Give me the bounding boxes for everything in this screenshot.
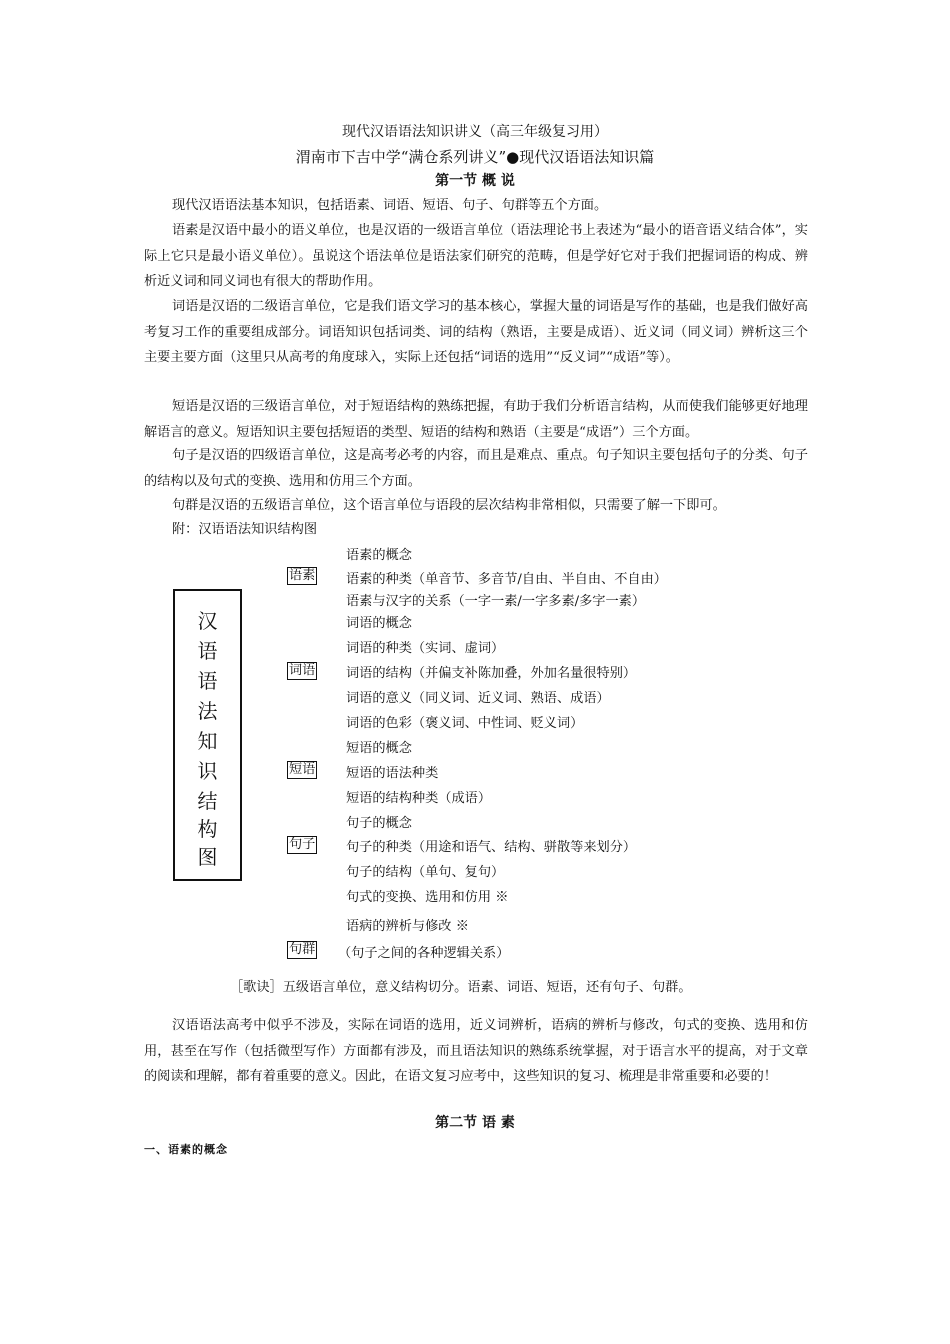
diagram-label-phrase: 短语 (289, 762, 316, 777)
diagram-root-box (173, 589, 242, 881)
diagram-item: 词语的种类（实词、虚词） (346, 641, 505, 656)
diagram-item: 短语的语法种类 (346, 766, 439, 781)
diagram-item: 词语的意义（同义词、近义词、熟语、成语） (346, 691, 610, 706)
section1-heading: 第一节 概 说 (435, 173, 515, 189)
diagram-root-char: 图 (197, 845, 218, 869)
paragraph-sentence: 句子是汉语的四级语言单位，这是高考必考的内容，而且是难点、重点。句子知识主要包括句子的分类、句子的结构以及句式的变换、选用和仿用三个方面。 (144, 448, 808, 489)
diagram-root-char: 识 (197, 759, 218, 783)
diagram-item: 短语的概念 (346, 741, 412, 756)
diagram-root-char: 构 (197, 817, 218, 841)
diagram-item: 句子的结构（单句、复句） (346, 865, 505, 880)
diagram-item: 词语的色彩（褒义词、中性词、贬义词） (346, 716, 584, 731)
paragraph-morpheme: 语素是汉语中最小的语义单位，也是汉语的一级语言单位（语法理论书上表述为“最小的语音语义结合体”，实际上它只是最小语义单位）。虽说这个语法单位是语法家们研究的范畴，但是学好它对于我们把握词语的构成、辨析近义词和同义词也有很大的帮助作用。 (144, 223, 808, 289)
diagram-root-char: 语 (197, 639, 218, 663)
diagram-label-word: 词语 (289, 663, 316, 678)
diagram-item: 词语的结构（并偏支补陈加叠，外加名量很特别） (346, 666, 637, 681)
diagram-item: 句子的概念 (346, 816, 412, 831)
diagram-label-sentence: 句子 (289, 837, 316, 852)
section2-heading: 第二节 语 素 (435, 1115, 515, 1131)
diagram-item: 语病的辨析与修改 ※ (346, 919, 469, 934)
doc-subtitle: 渭南市下吉中学“满仓系列讲义”●现代汉语语法知识篇 (295, 148, 655, 166)
mnemonic-line: ［歌诀］五级语言单位，意义结构切分。语素、词语、短语，还有句子、句群。 (230, 980, 692, 995)
paragraph-sentence-group: 句群是汉语的五级语言单位，这个语言单位与语段的层次结构非常相似，只需要了解一下即可。 (172, 498, 726, 513)
diagram-item: 语素的概念 (346, 548, 412, 563)
diagram-root-char: 结 (197, 789, 218, 813)
subheading-morpheme-concept: 一、语素的概念 (144, 1143, 228, 1156)
diagram-item: 句式的变换、选用和仿用 ※ (346, 890, 509, 905)
paragraph-overview: 现代汉语语法基本知识，包括语素、词语、短语、句子、句群等五个方面。 (172, 198, 608, 213)
paragraph-phrase: 短语是汉语的三级语言单位，对于短语结构的熟练把握，有助于我们分析语言结构，从而使我们能够更好地理解语言的意义。短语知识主要包括短语的类型、短语的结构和熟语（主要是“成语”）三个方面。 (144, 399, 808, 440)
diagram-root-char: 知 (197, 729, 218, 753)
diagram-root-char: 法 (197, 699, 218, 723)
paragraph-closing: 汉语语法高考中似乎不涉及，实际在词语的选用，近义词辨析，语病的辨析与修改，句式的变换、选用和仿用，甚至在写作（包括微型写作）方面都有涉及，而且语法知识的熟练系统掌握，对于语言水平的提高，对于文章的阅读和理解，都有着重要的意义。因此，在语文复习应考中，这些知识的复习、梳理是非常重要和必要的！ (144, 1018, 808, 1084)
paragraph-word: 词语是汉语的二级语言单位，它是我们语文学习的基本核心，掌握大量的词语是写作的基础，也是我们做好高考复习工作的重要组成部分。词语知识包括词类、词的结构（熟语，主要是成语）、近义词（同义词）辨析这三个主要主要方面（这里只从高考的角度球入，实际上还包括“词语的选用”“反义词”“成语”等）。 (144, 299, 808, 365)
diagram-root-char: 语 (197, 669, 218, 693)
doc-title: 现代汉语语法知识讲义（高三年级复习用） (342, 124, 608, 140)
diagram-item: 语素的种类（单音节、多音节/自由、半自由、不自由） (346, 572, 667, 587)
diagram-item: 短语的结构种类（成语） (346, 791, 492, 806)
diagram-item: 语素与汉字的关系（一字一素/一字多素/多字一素） (346, 594, 646, 609)
diagram-root-char: 汉 (197, 609, 218, 633)
diagram-label-morpheme: 语素 (289, 568, 316, 583)
diagram-item: 句子的种类（用途和语气、结构、骈散等来划分） (346, 840, 637, 855)
paragraph-appendix-label: 附：汉语语法知识结构图 (172, 522, 318, 537)
diagram-item: （句子之间的各种逻辑关系） (338, 946, 510, 961)
diagram-label-sentence-group: 句群 (289, 942, 316, 957)
diagram-item: 词语的概念 (346, 616, 412, 631)
